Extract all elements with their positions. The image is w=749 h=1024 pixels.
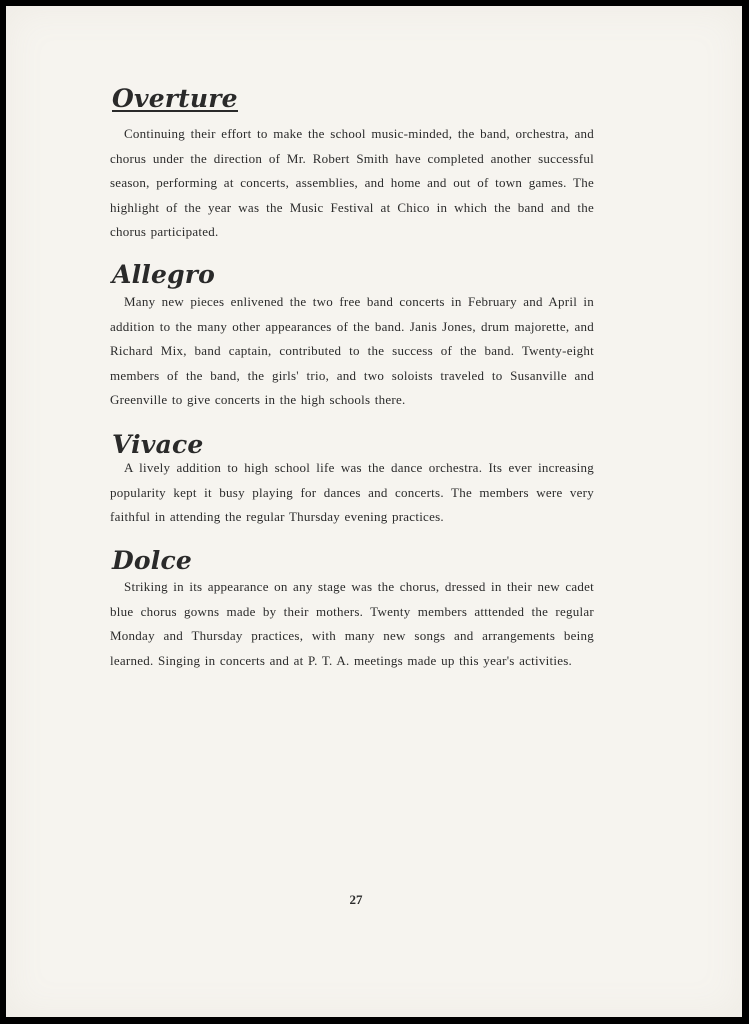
- section-body-allegro: Many new pieces enlivened the two free band concerts in February and April in addition to the many other appearances of the band. Janis Jones, drum majorette, and Richard Mix, band captain, contributed to the success of the band. Twenty-eight members of the band, the girls' trio, and two soloists traveled to Susanville and Greenville to give concerts in the high schools there.: [110, 294, 594, 407]
- section-body-vivace: A lively addition to high school life was the dance orchestra. Its ever increasing popularity kept it busy playing for dances and concerts. The members were very faithful in attending the regular Thursday evening practices.: [110, 460, 594, 524]
- page-number: 27: [349, 892, 363, 907]
- heading-text: Overture: [112, 84, 238, 113]
- section-body-dolce: Striking in its appearance on any stage was the chorus, dressed in their new cadet blue chorus gowns made by their mothers. Twenty members atttended the regular Monday and Thursday practices, with many new songs and arrangements being learned. Singing in concerts and at P. T. A. meetings made up this year's activities.: [110, 579, 594, 668]
- section-heading-dolce: [112, 546, 192, 575]
- section-heading-overture: [112, 84, 238, 112]
- document-page: [6, 6, 742, 1017]
- section-heading-vivace: [112, 430, 204, 459]
- section-heading-allegro: [112, 260, 215, 289]
- heading-text: Dolce: [112, 546, 192, 575]
- heading-text: Allegro: [112, 260, 216, 289]
- heading-text: Vivace: [112, 430, 204, 459]
- section-body-overture: Continuing their effort to make the school music-minded, the band, orchestra, and chorus under the direction of Mr. Robert Smith have completed another successful season, performing at concerts, assemblies, and home and out of town games. The highlight of the year was the Music Festival at Chico in which the band and the chorus participated.: [110, 126, 594, 239]
